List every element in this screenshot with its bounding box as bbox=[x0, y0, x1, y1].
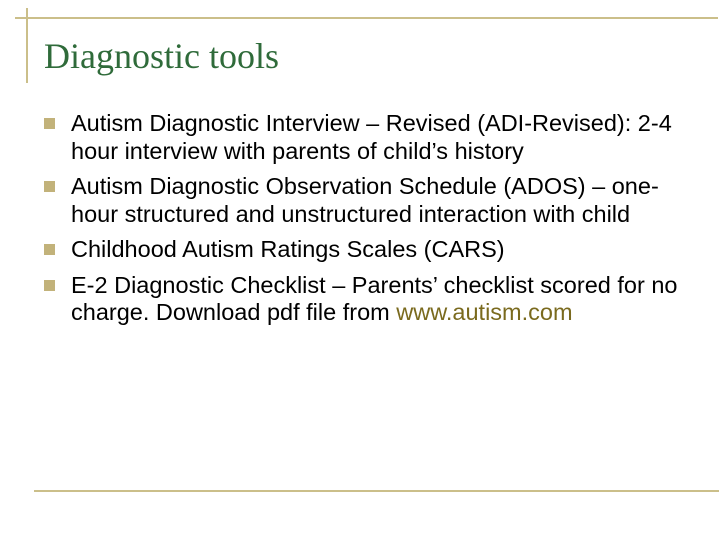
square-bullet-icon bbox=[44, 118, 55, 129]
top-divider-line bbox=[15, 17, 718, 19]
square-bullet-icon bbox=[44, 181, 55, 192]
bottom-divider-line bbox=[34, 490, 719, 492]
bullet-item-cars bbox=[44, 236, 694, 264]
square-bullet-icon bbox=[44, 244, 55, 255]
bullet-text: E-2 Diagnostic Checklist – Parents’ checklist scored for no charge. Download pdf file from bbox=[71, 271, 678, 325]
bullet-item-ados bbox=[44, 173, 694, 228]
bullet-text: Autism Diagnostic Observation Schedule (ADOS) – one-hour structured and unstructured interaction with child bbox=[71, 173, 659, 227]
square-bullet-icon bbox=[44, 280, 55, 291]
bullet-text: Childhood Autism Ratings Scales (CARS) bbox=[71, 236, 505, 262]
bullet-list bbox=[44, 110, 694, 335]
bullet-text: Autism Diagnostic Interview – Revised (ADI-Revised): 2-4 hour interview with parents of child’s history bbox=[71, 110, 672, 164]
bullet-item-e2-checklist bbox=[44, 272, 694, 327]
left-accent-line bbox=[26, 8, 28, 83]
autism-website-link[interactable]: www.autism.com bbox=[396, 299, 573, 325]
slide-title: Diagnostic tools bbox=[44, 36, 279, 76]
bullet-item-adi-r bbox=[44, 110, 694, 165]
